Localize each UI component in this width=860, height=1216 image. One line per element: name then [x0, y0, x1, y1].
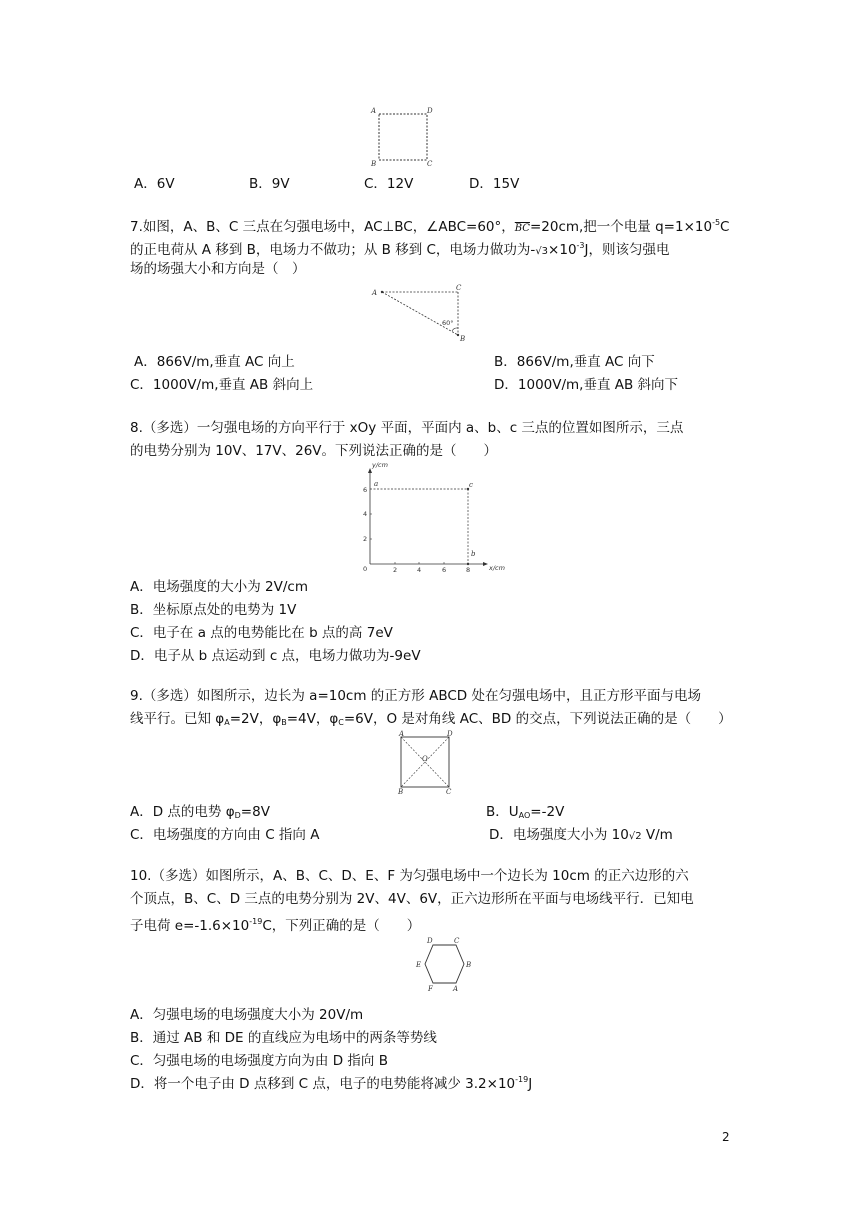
label-c: C [427, 160, 433, 168]
q10-option-c: C．匀强电场的电场强度方向为由 D 指向 B [130, 1053, 388, 1069]
point-a-label: a [374, 480, 379, 488]
q7-triangle-figure [368, 283, 468, 345]
x-tick: 6 [442, 566, 447, 574]
label-a: A [371, 107, 377, 115]
label-a: A [453, 985, 459, 993]
label-f: F [428, 985, 433, 993]
q10-stem-line2: 个顶点，B、C、D 三点的电势分别为 2V、4V、6V，正六边形所在平面与电场线平行．已知电 [130, 891, 694, 907]
label-c: C [454, 937, 460, 945]
q9-stem-line1: 9.（多选）如图所示，边长为 a=10cm 的正方形 ABCD 处在匀强电场中，且正方形平面与电场 [130, 688, 701, 704]
q7-option-d: D．1000V/m,垂直 AB 斜向下 [494, 377, 679, 393]
label-e: E [416, 961, 422, 969]
y-tick: 4 [363, 510, 368, 518]
q7-option-b: B．866V/m,垂直 AC 向下 [494, 354, 655, 370]
q7-option-a: A．866V/m,垂直 AC 向上 [134, 354, 295, 370]
point-c-label: c [469, 481, 473, 489]
q9-option-c: C．电场强度的方向由 C 指向 A [130, 827, 320, 843]
q7-option-c: C．1000V/m,垂直 AB 斜向上 [130, 377, 314, 393]
y-axis-label: y/cm [372, 461, 388, 469]
q7-stem-line2: 的正电荷从 A 移到 B，电场力不做功；从 B 移到 C，电场力做功为$-√3\times 10^{-3}J$，则该匀强电 [130, 241, 670, 258]
q10-hexagon-figure [412, 935, 478, 993]
q10-option-b: B．通过 AB 和 DE 的直线应为电场中的两条等势线 [130, 1030, 437, 1046]
label-b: B [371, 160, 377, 168]
point-b-label: b [471, 550, 476, 558]
q7-stem-line3: 场的场强大小和方向是（ ） [130, 261, 306, 277]
label-a: A [399, 730, 405, 738]
q10-option-d: D．将一个电子由 D 点移到 C 点，电子的电势能将减少 $3.2\times 10^{-19}J$ [130, 1075, 533, 1092]
y-tick: 2 [363, 535, 368, 543]
page-number: 2 [722, 1130, 730, 1144]
q8-coordinate-figure [356, 460, 516, 574]
q6-option-d: D．15V [469, 176, 520, 192]
y-tick: 6 [363, 486, 368, 494]
q9-option-b: B．$U_{AO}=-2V$ [486, 804, 565, 820]
q6-option-a: A．6V [134, 176, 175, 192]
x-tick: 8 [466, 566, 471, 574]
q10-stem-line1: 10.（多选）如图所示，A、B、C、D、E、F 为匀强电场中一个边长为 10cm 的正六边形的六 [130, 868, 689, 884]
label-b: B [466, 961, 472, 969]
label-o: O [422, 755, 428, 763]
q10-stem-line3: 子电荷 $e=-1.6\times 10^{-19}C$，下列正确的是（ ） [130, 917, 421, 934]
q8-option-c: C．电子在 a 点的电势能比在 b 点的高 7eV [130, 625, 393, 641]
q7-stem-line1: 7.如图，A、B、C 三点在匀强电场中，AC⊥BC，∠ABC=60°，$\overline{BC}=20cm$,把一个电量 $q=1\times 10^{-5}C$ [130, 218, 730, 235]
y-tick: 0 [363, 565, 368, 573]
q6-square-figure [365, 102, 445, 168]
q9-option-d: D．电场强度大小为 10√2 V/m [489, 827, 673, 843]
label-b: B [460, 335, 466, 343]
q9-square-figure [392, 730, 462, 796]
label-c: C [456, 284, 462, 292]
q6-option-b: B．9V [249, 176, 290, 192]
label-d: D [447, 730, 453, 738]
q9-option-a: A．D 点的电势 $\varphi_D=8V$ [130, 804, 270, 820]
label-angle: 60° [442, 319, 454, 327]
x-tick: 2 [393, 566, 398, 574]
label-c: C [446, 788, 452, 796]
q8-option-b: B．坐标原点处的电势为 1V [130, 602, 297, 618]
label-d: D [427, 107, 433, 115]
q9-stem-line2: 线平行。已知 $\varphi_A=2V$，$\varphi_B=4V$，$\varphi_C=6V$，O 是对角线 AC、BD 的交点，下列说法正确的是（ ） [130, 711, 732, 727]
q6-option-c: C．12V [364, 176, 414, 192]
q8-stem-line1: 8.（多选）一匀强电场的方向平行于 xOy 平面，平面内 a、b、c 三点的位置如图所示，三点 [130, 420, 684, 436]
q10-option-a: A．匀强电场的电场强度大小为 20V/m [130, 1007, 364, 1023]
x-tick: 4 [417, 566, 422, 574]
label-d: D [427, 937, 433, 945]
label-a: A [372, 289, 378, 297]
label-b: B [398, 788, 404, 796]
q8-stem-line2: 的电势分别为 10V、17V、26V。下列说法正确的是（ ） [130, 443, 498, 459]
q8-option-a: A．电场强度的大小为 2V/cm [130, 579, 308, 595]
q8-option-d: D．电子从 b 点运动到 c 点，电场力做功为-9eV [130, 648, 421, 664]
x-axis-label: x/cm [489, 564, 505, 572]
